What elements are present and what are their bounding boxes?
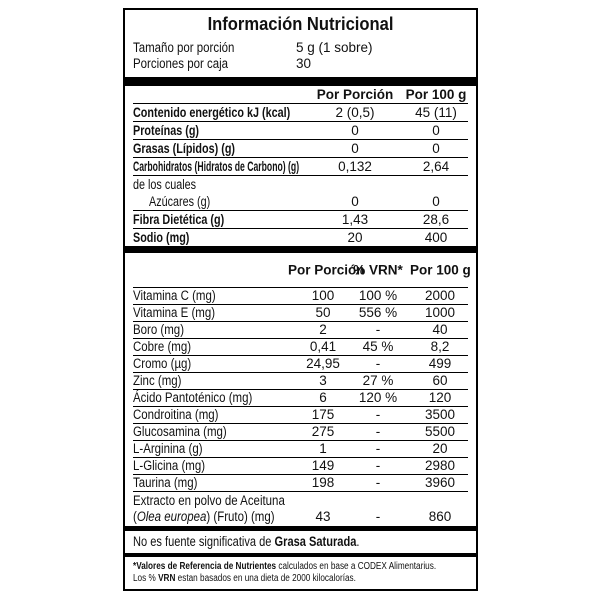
per-portion-value: 20	[347, 230, 363, 245]
vrn-value: -	[375, 356, 381, 371]
micro-table-header-row	[133, 253, 471, 288]
per-portion-value: 1	[319, 441, 327, 456]
divider-bar-thick	[125, 77, 476, 86]
vrn-value: 27 %	[362, 373, 394, 388]
vrn-value: 556 %	[358, 305, 398, 320]
per-portion-value: 2 (0,5)	[335, 105, 375, 120]
per-100g-value: 2980	[424, 458, 456, 473]
per-100g-value: 2000	[424, 288, 456, 303]
per-100g-value: 3500	[424, 407, 456, 422]
vrn-value: -	[375, 407, 381, 422]
serving-info-row	[133, 40, 476, 56]
significance-note: No es fuente significativa de Grasa Saturada.	[133, 534, 360, 549]
table-row	[133, 104, 468, 122]
nutrient-label: L-Arginina (g)	[133, 441, 203, 456]
nutrient-label: Cromo (µg)	[133, 356, 192, 371]
per-portion-value: 2	[319, 322, 327, 337]
vrn-value: -	[375, 475, 381, 490]
table-row	[133, 122, 468, 140]
per-100g-value: 60	[432, 373, 448, 388]
nutrient-label: Vitamina C (mg)	[133, 288, 216, 303]
nutrient-label: Proteínas (g)	[133, 123, 200, 138]
table-row	[133, 390, 468, 407]
column-header-per-100g: Por 100 g	[410, 262, 471, 278]
per-100g-value: 8,2	[430, 339, 450, 354]
per-100g-value: 1000	[424, 305, 456, 320]
serving-info-value: 30	[296, 56, 312, 71]
per-portion-value: 24,95	[306, 356, 340, 371]
nutrient-label: de los cuales	[133, 177, 197, 192]
table-row	[133, 158, 468, 176]
nutrient-label: Azúcares (g)	[149, 194, 211, 209]
nutrient-label: Ácido Pantoténico (mg)	[133, 390, 253, 405]
vrn-value: 100 %	[358, 288, 398, 303]
serving-info-value: 5 g (1 sobre)	[296, 40, 373, 55]
serving-info-label: Tamaño por porción	[133, 40, 235, 55]
per-portion-value: 0	[351, 123, 359, 138]
panel-title: Información Nutricional	[207, 14, 394, 34]
table-row	[133, 193, 468, 211]
serving-info	[133, 40, 476, 72]
per-100g-value: 860	[428, 509, 452, 524]
vrn-value: -	[375, 424, 381, 439]
per-portion-value: 149	[311, 458, 335, 473]
nutrient-label: Fibra Dietética (g)	[133, 212, 225, 227]
table-row	[133, 458, 468, 475]
nutrient-label: Condroitina (mg)	[133, 407, 219, 422]
footnote-line-1: *Valores de Referencia de Nutrientes calculados en base a CODEX Alimentarius.	[133, 561, 437, 572]
table-row	[133, 322, 468, 339]
per-100g-value: 0	[432, 194, 440, 209]
per-100g-value: 5500	[424, 424, 456, 439]
per-portion-value: 198	[311, 475, 335, 490]
nutrient-label: Extracto en polvo de Aceituna	[133, 493, 285, 508]
footnote-line-2: Los % VRN estan basados en una dieta de 2000 kilocalorías.	[133, 573, 356, 584]
serving-info-label: Porciones por caja	[133, 56, 229, 71]
per-100g-value: 0	[432, 141, 440, 156]
vrn-value: -	[375, 441, 381, 456]
nutrition-facts-panel	[123, 8, 478, 591]
per-portion-value: 175	[311, 407, 335, 422]
panel-header	[125, 10, 476, 77]
per-portion-value: 3	[319, 373, 327, 388]
per-100g-value: 400	[424, 230, 448, 245]
table-row	[133, 288, 468, 305]
table-row	[133, 176, 468, 193]
vrn-value: -	[375, 509, 381, 524]
column-header-per-100g: Por 100 g	[405, 87, 467, 102]
table-row	[133, 211, 468, 229]
table-row	[133, 140, 468, 158]
per-100g-value: 28,6	[422, 212, 450, 227]
nutrient-label: Glucosamina (mg)	[133, 424, 227, 439]
micro-nutrient-table	[125, 253, 476, 526]
per-portion-value: 43	[315, 509, 331, 524]
nutrient-label: Taurina (mg)	[133, 475, 198, 490]
nutrient-label: Sodio (mg)	[133, 230, 190, 245]
nutrient-label: Zinc (mg)	[133, 373, 182, 388]
per-100g-value: 2,64	[422, 159, 450, 174]
table-row	[133, 407, 468, 424]
per-100g-value: 3960	[424, 475, 456, 490]
vrn-value: -	[375, 458, 381, 473]
table-row	[133, 356, 468, 373]
per-portion-value: 0,132	[338, 159, 372, 174]
nutrient-label: Vitamina E (mg)	[133, 305, 216, 320]
table-row	[133, 475, 468, 492]
vrn-value: -	[375, 322, 381, 337]
nutrient-label: Carbohidratos (Hidratos de Carbono) (g)	[133, 159, 300, 174]
serving-info-row	[133, 56, 476, 72]
vrn-value: 45 %	[362, 339, 394, 354]
per-100g-value: 45 (11)	[415, 105, 457, 120]
per-portion-value: 1,43	[341, 212, 369, 227]
table-row	[133, 229, 468, 246]
table-row	[133, 441, 468, 458]
table-row-olive-extract	[133, 492, 468, 526]
per-100g-value: 499	[428, 356, 452, 371]
macro-table-header-row	[133, 86, 468, 104]
vrn-footnote	[125, 557, 476, 585]
divider-bar-thick	[125, 246, 476, 253]
nutrient-label: L-Glicina (mg)	[133, 458, 206, 473]
vrn-value: 120 %	[358, 390, 398, 405]
nutrient-label: Cobre (mg)	[133, 339, 192, 354]
nutrient-label-line2: (Olea europea) (Fruto) (mg)	[133, 509, 275, 524]
per-portion-value: 275	[311, 424, 335, 439]
column-header-per-portion: Por Porción	[316, 87, 394, 102]
per-portion-value: 0	[351, 141, 359, 156]
per-portion-value: 0,41	[309, 339, 337, 354]
table-row	[133, 373, 468, 390]
table-row	[133, 305, 468, 322]
nutrient-label: Boro (mg)	[133, 322, 185, 337]
per-100g-value: 40	[432, 322, 448, 337]
macro-nutrient-table	[125, 86, 476, 246]
column-header-vrn: % VRN*	[353, 262, 403, 278]
per-portion-value: 100	[311, 288, 335, 303]
per-portion-value: 6	[319, 390, 327, 405]
nutrient-label: Grasas (Lípidos) (g)	[133, 141, 236, 156]
table-row	[133, 339, 468, 356]
per-100g-value: 120	[428, 390, 452, 405]
per-100g-value: 0	[432, 123, 440, 138]
column-header-per-portion: Por Porción	[288, 262, 365, 278]
table-row	[133, 424, 468, 441]
per-portion-value: 0	[351, 194, 359, 209]
per-portion-value: 50	[315, 305, 331, 320]
nutrient-label: Contenido energético kJ (kcal)	[133, 105, 291, 120]
per-100g-value: 20	[432, 441, 448, 456]
